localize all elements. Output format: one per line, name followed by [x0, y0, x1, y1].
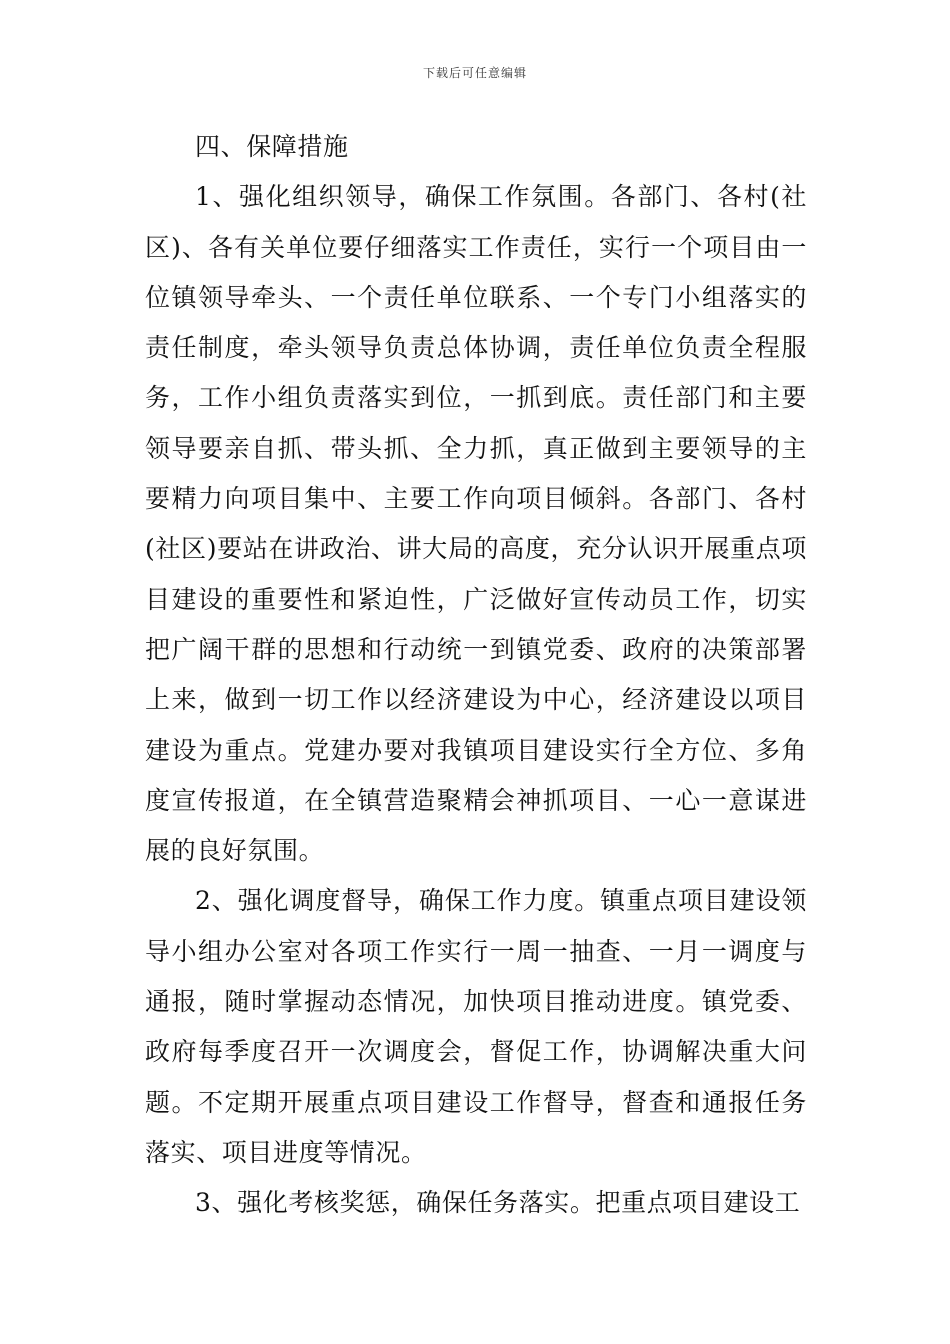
- paragraph-3: 3、强化考核奖惩，确保任务落实。把重点项目建设工: [195, 1188, 801, 1218]
- paragraph-1: 1、强化组织领导，确保工作氛围。各部门、各村(社区)、各有关单位要仔细落实工作责任，实行一个项目由一位镇领导牵头、一个责任单位联系、一个专门小组落实的责任制度，牵头领导负责总体协调，责任单位负责全程服务，工作小组负责落实到位，一抓到底。责任部门和主要领导要亲自抓、带头抓、全力抓，真正做到主要领导的主要精力向项目集中、主要工作向项目倾斜。各部门、各村(社区)要站在讲政治、讲大局的高度，充分认识开展重点项目建设的重要性和紧迫性，广泛做好宣传动员工作，切实把广阔干群的思想和行动统一到镇党委、政府的决策部署上来，做到一切工作以经济建设为中心，经济建设以项目建设为重点。党建办要对我镇项目建设实行全方位、多角度宣传报道，在全镇营造聚精会神抓项目、一心一意谋进展的良好氛围。: [145, 182, 807, 866]
- section-heading: 四、保障措施: [195, 132, 349, 161]
- page-header-note: 下载后可任意编辑: [422, 66, 527, 80]
- paragraph-2: 2、强化调度督导，确保工作力度。镇重点项目建设领导小组办公室对各项工作实行一周一抽查、一月一调度与通报，随时掌握动态情况，加快项目推动进度。镇党委、政府每季度召开一次调度会，督促工作，协调解决重大问题。不定期开展重点项目建设工作督导，督查和通报任务落实、项目进度等情况。: [145, 886, 807, 1167]
- document-body: [145, 122, 807, 1229]
